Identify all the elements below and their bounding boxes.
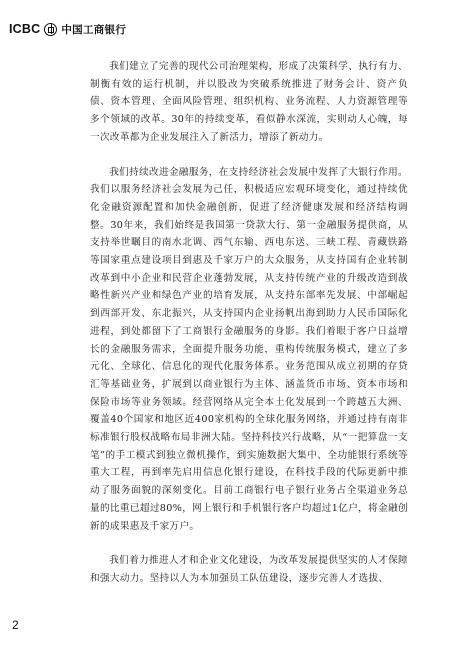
brand-chinese-name: 中国工商银行 (61, 23, 127, 36)
page-header (9, 20, 126, 38)
body-text (90, 58, 408, 605)
icbc-seal-icon (44, 23, 57, 36)
paragraph-financial-services: 我们持续改进金融服务，在支持经济社会发展中发挥了大银行作用。我们以服务经济社会发展为己任，积极适应宏观环境变化，通过持续优化金融资源配置和加快金融创新，促进了经济健康发展和经济结构调整。30年来，我们始终是我国第一贷款大行、第一金融服务提供商，从支持举世瞩目的南水北调、西气东输、西电东送、三峡工程、青藏铁路等国家重点建设项目到惠及千家万户的大众服务，从支持国有企业转制改革到中小企业和民营企业蓬勃发展，从支持传统产业的升级改造到战略性新兴产业和绿色产业的培育发展，从支持东部率先发展、中部崛起到西部开发、东北振兴，从支持国内企业扬帆出海到助力人民币国际化进程，到处都留下了工商银行金融服务的身影。我们着眼于客户日益增长的金融服务需求，全面提升服务功能，重构传统服务模式，建立了多元化、全球化、信息化的现代化服务体系。业务范围从成立初期的存贷汇等基础业务，扩展到以商业银行为主体、涵盖货币市场、资本市场和保险市场等业务领域。经营网络从完全本土化发展到一个跨越五大洲、覆盖40个国家和地区近400家机构的全球化服务网络，并通过持有南非标准银行股权战略布局非洲大陆。坚持科技兴行战略，从“一把算盘一支笔”的手工模式到独立微机操作，到实施数据大集中、全功能银行系统等重大工程，再到率先启用信息化银行建设，在科技手段的代际更新中推动了服务面貌的深刻变化。目前工商银行电子银行业务占全渠道业务总量的比重已超过80%，网上银行和手机银行客户均超过1亿户，将金融创新的成果惠及千家万户。 (90, 166, 408, 532)
paragraph-reform: 我们建立了完善的现代公司治理架构，形成了决策科学、执行有力、制衡有效的运行机制，并以股改为突破系统推进了财务会计、资产负债、资本管理、全面风险管理、组织机构、业务流程、人力资源管理等多个领域的改革。30年的持续变革，看似静水深流，实则动人心魄，每一次改革都为企业发展注入了新活力，增添了新动力。 (90, 61, 408, 143)
brand-latin-wordmark: ICBC (9, 22, 41, 36)
paragraph-talent-culture: 我们着力推进人才和企业文化建设，为改革发展提供坚实的人才保障和强大动力。坚持以人为本加强员工队伍建设，逐步完善人才选拔、 (90, 555, 408, 584)
page-number: 2 (12, 618, 19, 632)
